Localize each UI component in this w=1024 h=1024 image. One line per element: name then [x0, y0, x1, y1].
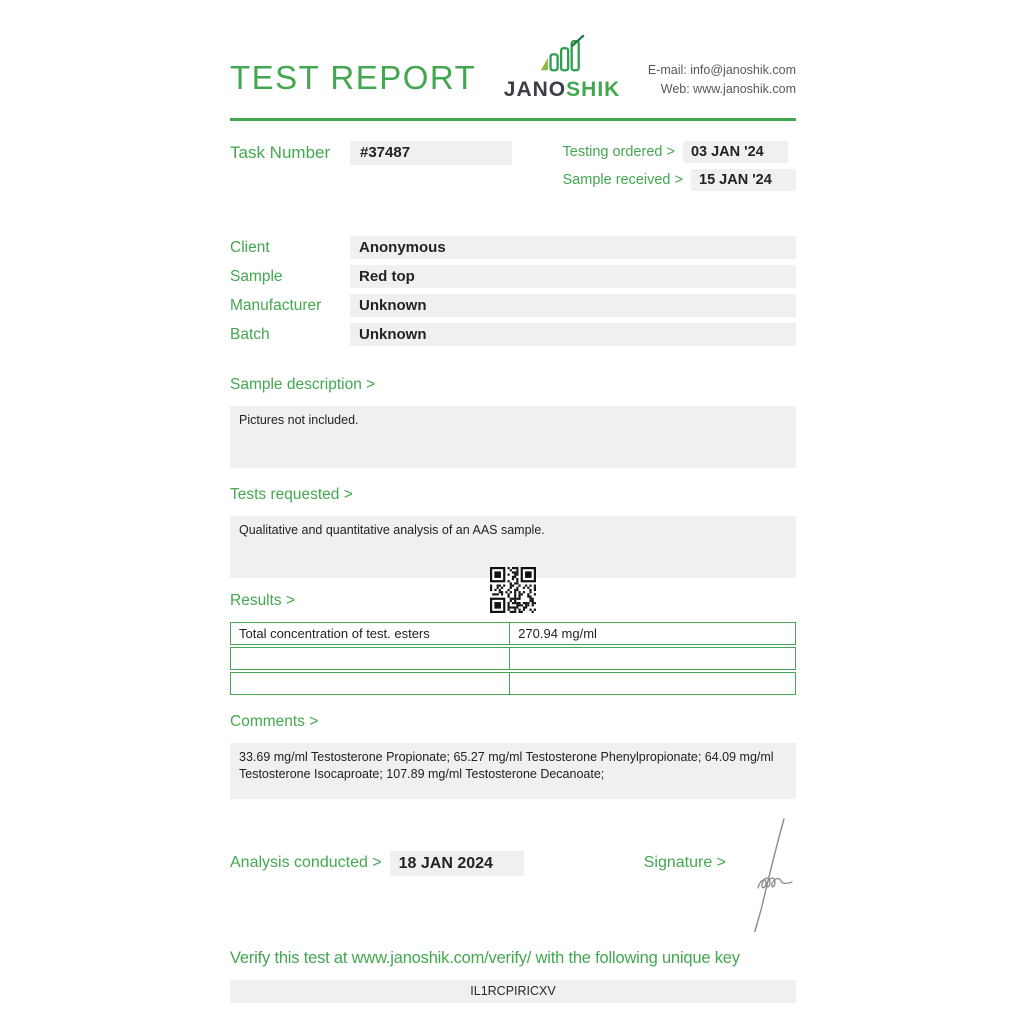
unique-key-value: IL1RCPIRICXV — [230, 980, 796, 1003]
trend-bars-icon — [539, 35, 585, 77]
task-number-value: #37487 — [350, 141, 512, 165]
contact-info — [648, 61, 796, 102]
signature-image — [744, 814, 796, 939]
report-content — [230, 0, 796, 1003]
detail-fields — [230, 236, 796, 346]
results-section — [230, 592, 796, 695]
janoshik-logo — [502, 35, 622, 102]
signature-label: Signature > — [643, 854, 726, 871]
results-heading: Results > — [230, 592, 296, 609]
sample-description-text: Pictures not included. — [230, 406, 796, 468]
client-row — [230, 236, 796, 259]
contact-email: E-mail: info@janoshik.com — [647, 63, 796, 77]
manufacturer-value: Unknown — [350, 294, 796, 317]
report-header — [230, 35, 796, 102]
sample-received-label: Sample received > — [562, 172, 683, 188]
table-row — [230, 647, 796, 670]
result-name — [231, 673, 510, 694]
logo-word-dark: JANO — [503, 78, 567, 101]
batch-row — [230, 323, 796, 346]
task-number-label: Task Number — [230, 143, 331, 162]
tests-requested-text: Qualitative and quantitative analysis of an AAS sample. — [230, 516, 796, 578]
logo-word-green: SHIK — [566, 78, 621, 101]
table-row — [230, 622, 796, 645]
sample-label: Sample — [230, 268, 283, 285]
qr-code — [490, 567, 536, 613]
table-row — [230, 672, 796, 695]
result-value — [510, 673, 795, 694]
analysis-signature-row — [230, 851, 796, 875]
testing-ordered-value: 03 JAN '24 — [683, 141, 788, 163]
analysis-conducted-label: Analysis conducted > — [230, 854, 382, 871]
tests-requested-heading: Tests requested > — [230, 486, 353, 503]
manufacturer-label: Manufacturer — [230, 297, 322, 314]
sample-received-value: 15 JAN '24 — [691, 169, 796, 191]
result-value: 270.94 mg/ml — [518, 626, 597, 641]
header-divider — [230, 118, 796, 121]
date-fields — [563, 141, 797, 197]
batch-label: Batch — [230, 326, 270, 343]
testing-ordered-row — [563, 141, 797, 163]
comments-text: 33.69 mg/ml Testosterone Propionate; 65.27 mg/ml Testosterone Phenylpropionate; 64.09 mg/ml Testosterone Isocaproate; 107.89 mg/ml Testosterone Decanoate; — [230, 743, 796, 799]
manufacturer-row — [230, 294, 796, 317]
testing-ordered-label: Testing ordered > — [562, 144, 675, 160]
page-title: TEST REPORT — [230, 59, 477, 96]
task-row — [230, 141, 796, 197]
sample-row — [230, 265, 796, 288]
results-table — [230, 622, 796, 695]
result-name — [231, 648, 510, 669]
result-value — [510, 648, 795, 669]
client-value: Anonymous — [350, 236, 796, 259]
batch-value: Unknown — [350, 323, 796, 346]
analysis-date-value: 18 JAN 2024 — [390, 851, 524, 876]
contact-web: Web: www.janoshik.com — [660, 82, 796, 97]
sample-description-heading: Sample description > — [230, 376, 376, 393]
verify-text: Verify this test at www.janoshik.com/verify/ with the following unique key — [230, 949, 740, 967]
result-name: Total concentration of test. esters — [231, 623, 510, 644]
comments-heading: Comments > — [230, 713, 319, 730]
client-label: Client — [230, 239, 270, 256]
logo-wordmark — [504, 78, 621, 102]
sample-received-row — [563, 169, 797, 191]
sample-value: Red top — [350, 265, 796, 288]
